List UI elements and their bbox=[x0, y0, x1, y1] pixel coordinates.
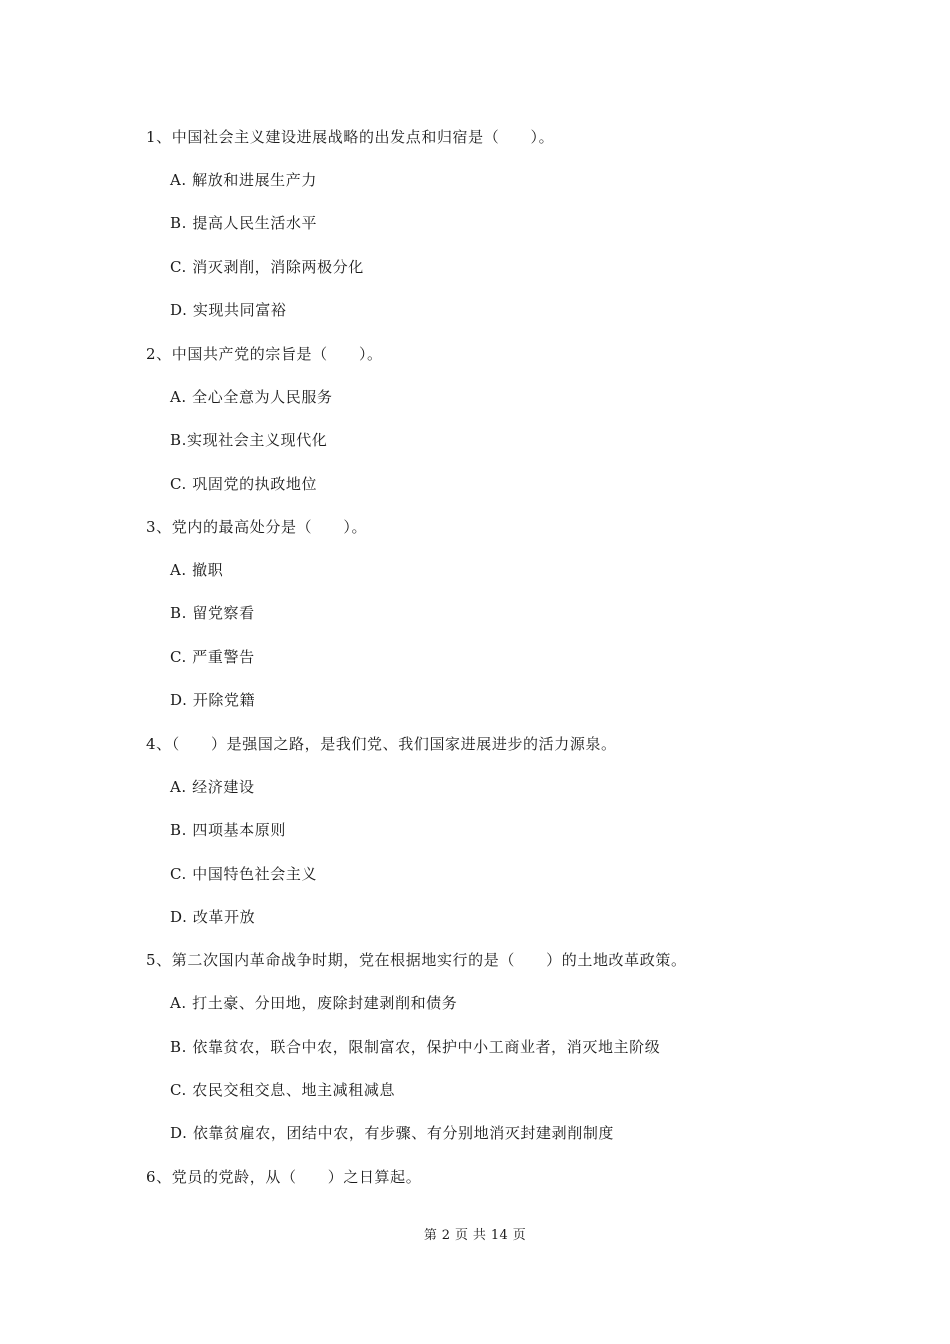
question-2-option-c: C. 巩固党的执政地位 bbox=[170, 475, 318, 493]
question-3-option-c: C. 严重警告 bbox=[170, 648, 255, 666]
question-4-option-a: A. 经济建设 bbox=[170, 778, 255, 796]
question-4-option-d: D. 改革开放 bbox=[170, 908, 256, 926]
question-5-option-c: C. 农民交租交息、地主减租减息 bbox=[170, 1081, 396, 1099]
question-3-option-b: B. 留党察看 bbox=[170, 604, 255, 622]
question-1-option-c: C. 消灭剥削，消除两极分化 bbox=[170, 258, 364, 276]
question-5-option-a: A. 打土豪、分田地，废除封建剥削和债务 bbox=[170, 994, 458, 1012]
question-2-option-b: B.实现社会主义现代化 bbox=[170, 431, 328, 449]
question-5-option-d: D. 依靠贫雇农，团结中农，有步骤、有分别地消灭封建剥削制度 bbox=[170, 1124, 615, 1142]
question-3-option-d: D. 开除党籍 bbox=[170, 691, 256, 709]
page-number: 第 2 页 共 14 页 bbox=[423, 1228, 527, 1243]
question-1-option-b: B. 提高人民生活水平 bbox=[170, 214, 318, 232]
question-4-option-c: C. 中国特色社会主义 bbox=[170, 865, 318, 883]
question-1-option-a: A. 解放和进展生产力 bbox=[170, 171, 317, 189]
question-1: 1、中国社会主义建设进展战略的出发点和归宿是（ ）。 bbox=[146, 128, 555, 146]
question-5: 5、第二次国内革命战争时期，党在根据地实行的是（ ）的土地改革政策。 bbox=[146, 951, 687, 969]
question-4-option-b: B. 四项基本原则 bbox=[170, 821, 286, 839]
question-3-option-a: A. 撤职 bbox=[170, 561, 224, 579]
question-5-option-b: B. 依靠贫农，联合中农，限制富农，保护中小工商业者，消灭地主阶级 bbox=[170, 1038, 661, 1056]
question-1-option-d: D. 实现共同富裕 bbox=[170, 301, 287, 319]
question-2: 2、中国共产党的宗旨是（ ）。 bbox=[146, 345, 383, 363]
question-6: 6、党员的党龄，从（ ）之日算起。 bbox=[146, 1168, 422, 1186]
question-3: 3、党内的最高处分是（ ）。 bbox=[146, 518, 368, 536]
question-2-option-a: A. 全心全意为人民服务 bbox=[170, 388, 333, 406]
question-4: 4、（ ）是强国之路，是我们党、我们国家进展进步的活力源泉。 bbox=[146, 735, 617, 753]
